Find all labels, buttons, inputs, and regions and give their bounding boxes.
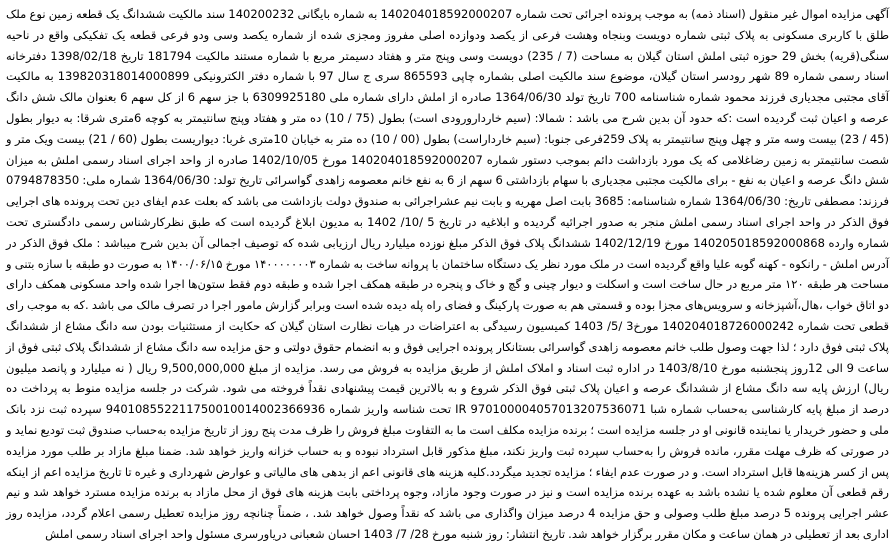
notice-body-text: آگهی مزایده اموال غیر منقول (اسناد ذمه) به موجب پرونده اجرائی تحت شماره 140204018592000207 به شماره بایگانی 140200232 سند مالکیت ششدانگ یک قطعه زمین نوع ملک طلق با کاربری مسکونی به پلاک ثبتی شماره دویست وبنجاه وهشت فرعی از یکصد ودوازده اصلی مفروز ومجزی شده از شماره یکصد وسی ودو فرعی قطعه یک تفکیکی واقع در ناحیه سنگی(قریه) بخش 29 حوزه ثبتی املش استان گیلان به مساحت (7 / 235) دویست وسی وپنج متر و هفتاد دسیمتر مربع با شماره مستند مالکیت 181794 تاریخ 1398/02/18 دفترخانه اسناد رسمی شماره 89 شهر رودسر استان گیلان، موضوع سند مالکیت اصلی بشماره چاپی 865593 سری ج سال 97 با شماره دفتر الکترونیکی 139820318014000899 به مالکیت آقای مجتبی مجدیاری فرزند محمود شماره شناسنامه 700 تاریخ تولد 1364/06/30 صادره از املش دارای شماره ملی 6309925180 با جز سهم 6 از کل سهم 6 بعنوان مالک شش دانگ عرصه و اعیان ثبت گردیده است :که حدود آن بدین شرح می باشد : شمالا: (سیم خاردارورودی است) بطول (75 / 10) ده متر و هفتاد وپنج سانتیمتر به کوچه 6متری شرقا: به دیوار بطول (45 / 23) بیست وسه متر و چهل وپنج سانتیمتر به پلاک 259فرعی جنوبا: (سیم خارداراست) بطول (00 / 10) ده متر به خیابان 10متری غربا: دیواریست بطول (60 / 21) بیست ویک متر و شصت سانتیمتر به زمین رضاغلامی که یک مورد بازداشت دائم بموجب دستور شماره 140204018592000207 مورخ 1402/10/05 صادره از واحد اجرای اسناد رسمی املش به میزان شش دانگ عرصه و اعیان به نفع - برای مالکیت مجتبی مجدیاری با سهام بازداشتی 6 سهم از 6 به نفع خانم معصومه زاهدی گواسرائی تاریخ تولد: 1364/06/30 شماره ملی: 0794878350 فرزند: مصطفی تاریخ: 1364/06/30 شماره شناسنامه: 3685 بابت اصل مهریه و بابت نیم عشراجرائی به صندوق دولت بازداشت می باشد که بعلت عدم ایفای دین تحت پرونده های اجرایی فوق الذکر در واحد اجرای اسناد رسمی املش منجر به صدور اجرائیه گردیده و ابلاغیه در تاریخ 5 /10/ 1402 به مدیون ابلاغ گردیده است که طبق نظرکارشناس رسمی دادگستری تحت شماره وارده 140205018592000868 مورخ 1402/12/19 ششدانگ پلاک فوق الذکر مبلغ نوزده میلیارد ریال ارزیابی شده که توصیف اجمالی آن بدین شرح میباشد : ملک فوق الذکر در آدرس املش - رانکوه - کهنه گوبه علیا واقع گردیده است در ملک مورد نظر یک دستگاه ساختمان با پروانه ساخت به شماره ۱۴۰۰۰۰۰۰۰۳ مورخ ۱۴۰۰/۰۶/۱۵ به صورت دو طبقه با سازه بتنی و مساحت هر طبقه ۱۲۰ متر مربع در حال ساخت است و اسکلت و دیوار چینی و گچ و خاک و پنجره در طبقه همکف اجرا شده و طبقه دوم فقط ستون‌ها اجرا شده واحد مسکونی همکف دارای دو اتاق خواب ،هال،آشپزخانه و سرویس‌های مجزا بوده و قسمتی هم به صورت پارکینگ و فضای راه پله دیده شده است وبرابر گزارش مامور اجرا در تصرف مالک می باشد .که به موجب رای قطعی تحت شماره 140204018726000242 مورخ3 /5/ 1403 کمیسیون رسیدگی به اعتراضات در هیات نظارت استان گیلان که حکایت از مستثنیات بودن سه دانگ مشاع از ششدانگ پلاک ثبتی فوق دارد ؛ لذا جهت وصول طلب خانم معصومه زاهدی گواسرائی بستانکار پرونده اجرایی فوق و به انضمام حقوق دولتی و حق مزایده سه دانگ مشاع از ششدانگ پلاک ثبتی فوق از ساعت 9 الی 12روز پنجشنبه مورخ 1403/8/10 در اداره ثبت اسناد و املاک املش از طریق مزایده به فروش می رسد. مزایده از مبلغ 9,500,000,000 ریال ( نه میلیارد و پانصد میلیون ریال) ارزش پایه سه دانگ مشاع از ششدانگ عرصه و اعیان پلاک ثبتی فوق الذکر شروع و به بالاترین قیمت پیشنهادی نقداً فروخته می شود. شرکت در جلسه مزایده منوط به پرداخت ده درصد از مبلغ پایه کارشناسی به‌حساب شماره شبا IR 970100004057013207536071 تحت شناسه واریز شماره 940108552211750010014002366936 سپرده ثبت نزد بانک ملی و حضور خریدار یا نماینده قانونی او در جلسه مزایده است ؛ برنده مزایده مکلف است ما به التفاوت مبلغ فروش را ظرف مدت پنج روز از تاریخ مزایده به‌حساب صندوق ثبت تودیع نماید و در صورتی که ظرف مهلت مقرر، مانده فروش را به‌حساب سپرده ثبت واریز نکند، مبلغ مذکور قابل استرداد نبوده و به حساب خزانه واریز خواهد شد. ضمنا مبلغ مازاد بر طلب مورد مزایده پس از کسر هزینه‌ها قابل استرداد است. و در صورت عدم ایفاء ؛ مزایده تجدید میگردد.کلیه هزینه های قانونی اعم از بدهی های مالیاتی و عوارض شهرداری و غیره تا تاریخ مزایده اعم از اینکه رقم قطعی آن معلوم شده یا نشده باشد به عهده برنده مزایده است و نیز در صورت وجود مازاد، وجوه پرداختی بابت هزینه های فوق از محل مازاد به برنده مزایده مسترد خواهد شد و نیم عشر اجرایی پرونده 5 درصد مبلغ طلب وصولی و حق مزایده 4 درصد میزان واگذاری می باشد که نقداً وصول خواهد شد. ، ضمناً چنانچه روز مزایده تعطیل رسمی اعلام گردد، مزایده روز اداری بعد از تعطیلی در همان ساعت و مکان مقرر برگزار خواهد شد. تاریخ انتشار: روز شنبه مورخ 28/ 7/ 1403 احسان شعبانی دریاورسری مسئول واحد اجرای اسناد رسمی املش	[6, 7, 890, 541]
